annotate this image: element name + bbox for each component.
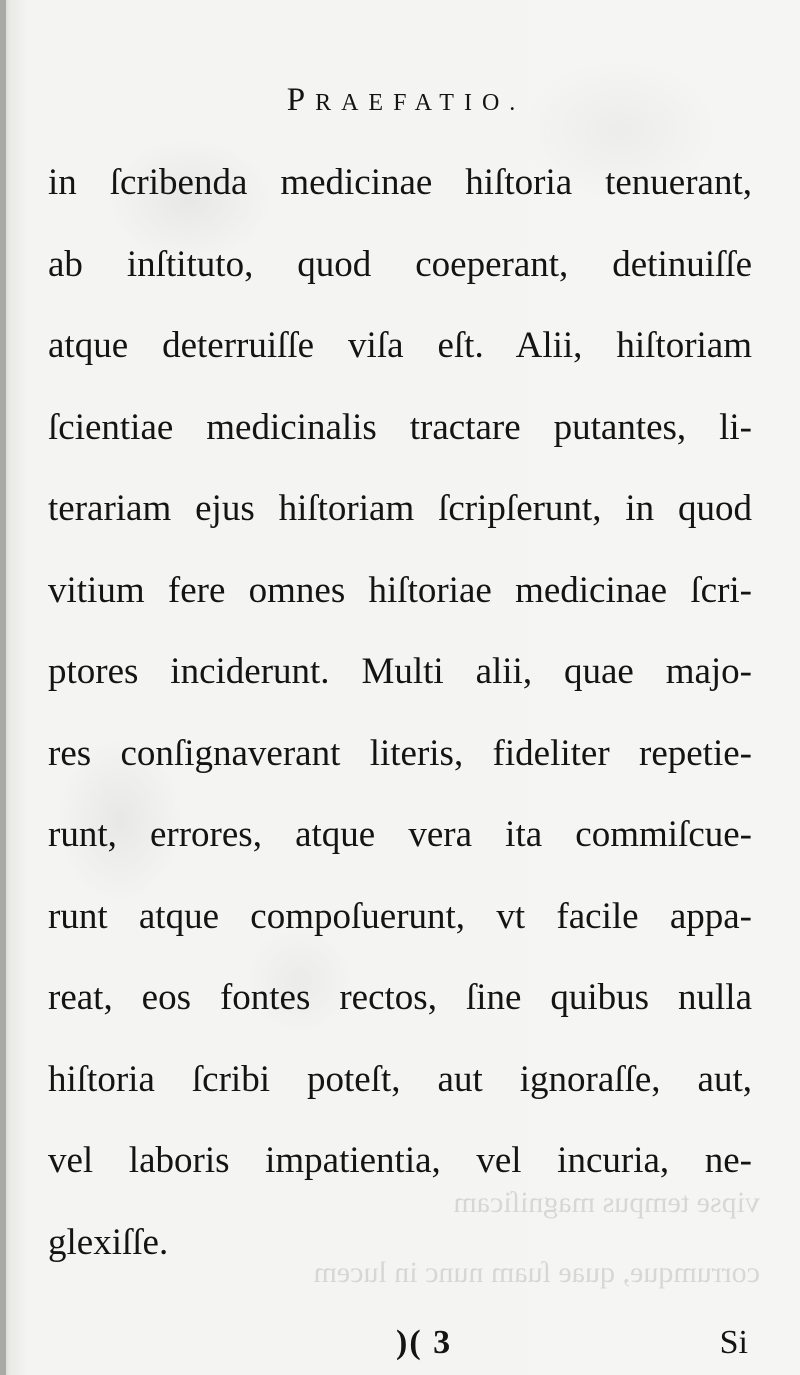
text-line-2: ab inſtituto, quod coeperant, detinuiſſe: [48, 243, 752, 285]
page-gutter-edge: [0, 0, 6, 1375]
text-line-14: glexiſſe.: [48, 1221, 169, 1263]
text-line-9: runt, errores, atque vera ita commiſcue-: [48, 814, 752, 855]
body-text: [48, 142, 752, 1283]
text-line-11: reat, eos fontes rectos, ſine quibus nulla: [48, 977, 752, 1018]
text-line-4: ſcientiae medicinalis tractare putantes, li-: [48, 406, 752, 448]
text-line-3: atque deterruiſſe viſa eſt. Alii, hiſtoriam: [48, 325, 752, 366]
text-line-8: res conſignaverant literis, fideliter repetie-: [48, 732, 752, 774]
running-head: [0, 82, 800, 119]
text-line-7: ptores inciderunt. Multi alii, quae majo-: [48, 651, 752, 692]
running-head-initial: P: [286, 82, 316, 118]
text-line-13: vel laboris impatientia, vel incuria, ne-: [48, 1140, 752, 1181]
text-line-10: runt atque compoſuerunt, vt facile appa-: [48, 895, 752, 937]
signature-mark: )( 3: [396, 1324, 453, 1361]
text-line-12: hiſtoria ſcribi poteſt, aut ignoraſſe, aut,: [48, 1058, 752, 1100]
text-line-6: vitium fere omnes hiſtoriae medicinae ſcri-: [48, 569, 752, 611]
text-line-5: terariam ejus hiſtoriam ſcripſerunt, in quod: [48, 488, 752, 529]
running-head-rest: RAEFATIO.: [315, 90, 526, 116]
show-through-text: vipse tempus magniſicam corrumque, quae ſuam nunc in lucem: [313, 1186, 760, 1289]
text-line-1: in ſcribenda medicinae hiſtoria tenuerant,: [48, 162, 752, 203]
catchword: Si: [719, 1324, 748, 1361]
